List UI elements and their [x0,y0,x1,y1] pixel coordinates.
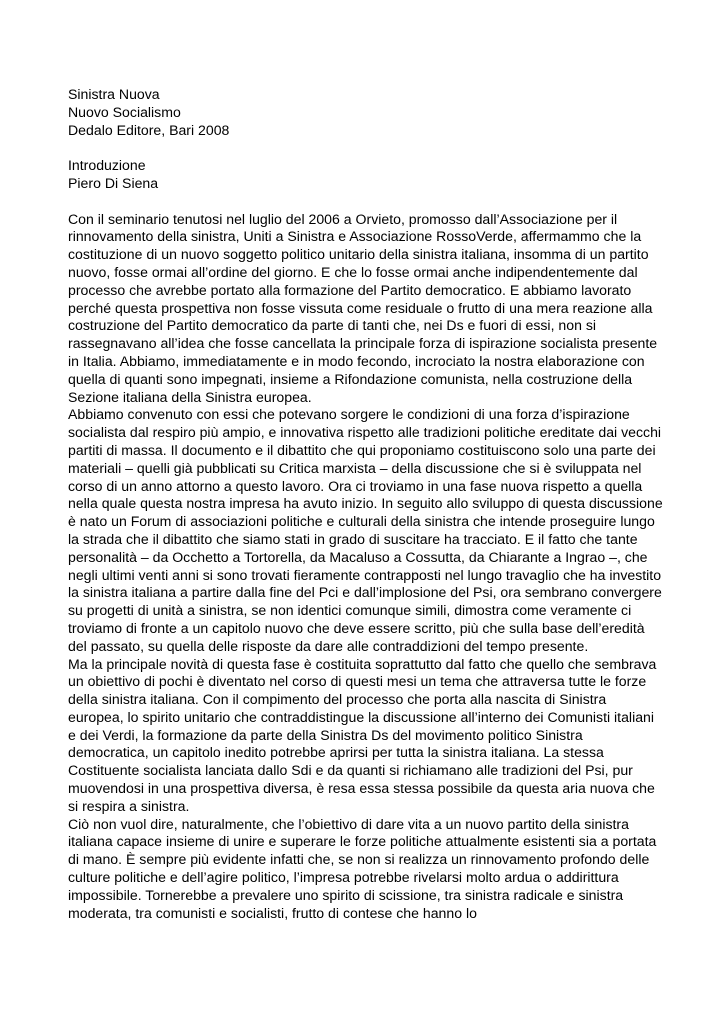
body-paragraph: Ciò non vuol dire, naturalmente, che l’obiettivo di dare vita a un nuovo partito della sinistra italiana capace insieme di unire e superare le forze politiche attualmente esistenti sia a portata di mano. È sempre più evidente infatti che, se non si realizza un rinnovamento profondo delle culture politiche e dell’agire politico, l’impresa potrebbe rivelarsi molto ardua o addirittura impossibile. Tornerebbe a prevalere uno spirito di scissione, tra sinistra radicale e sinistra moderata, tra comunisti e socialisti, frutto di contese che hanno lo [68,815,657,921]
document-page [68,86,664,922]
body-paragraph: Con il seminario tenutosi nel luglio del 2006 a Orvieto, promosso dall’Associazione per il rinnovamento della sinistra, Uniti a Sinistra e Associazione RossoVerde, affermammo che la costituzione di un nuovo soggetto politico unitario della sinistra italiana, insomma di un partito nuovo, fosse ormai all’ordine del giorno. E che lo fosse ormai anche indipendentemente dal processo che avrebbe portato alla formazione del Partito democratico. E abbiamo lavorato perché questa prospettiva non fosse vissuta come residuale o frutto di una mera reazione alla costruzione del Partito democratico da parte di tanti che, nei Ds e fuori di essi, non si rassegnavano all’idea che fosse cancellata la principale forza di ispirazione socialista presente in Italia. Abbiamo, immediatamente e in modo fecondo, incrociato la nostra elaborazione con quella di quanti sono impegnati, insieme a Rifondazione comunista, nella costruzione della Sezione italiana della Sinistra europea. [68,210,658,405]
body-paragraph: Abbiamo convenuto con essi che potevano sorgere le condizioni di una forza d’ispirazione socialista dal respiro più ampio, e innovativa rispetto alle tradizioni politiche ereditate dai vecchi partiti di massa. Il documento e il dibattito che qui proponiamo costituiscono solo una parte dei materiali – quelli già pubblicati su Critica marxista – della discussione che si è sviluppata nel corso di un anno attorno a questo lavoro. Ora ci troviamo in una fase nuova rispetto a quella nella quale questa nostra impresa ha avuto inizio. In seguito allo sviluppo di questa discussione è nato un Forum di associazioni politiche e culturali della sinistra che intende proseguire lungo la strada che il dibattito che siamo stati in grado di suscitare ha tracciato. E il fatto che tante personalità – da Occhetto a Tortorella, da Macaluso a Cossutta, da Chiarante a Ingrao –, che negli ultimi venti anni si sono trovati fieramente contrapposti nel lungo travaglio che ha investito la sinistra italiana a partire dalla fine del Pci e dall’implosione del Psi, ora sembrano convergere su progetti di unità a sinistra, se non identici comunque simili, dimostra come veramente ci troviamo di fronte a un capitolo nuovo che deve essere scritto, più che sulla base dell’eredità del passato, su quella delle risposte da dare alle contraddizioni del tempo presente. [68,406,663,654]
book-title: Nuovo Socialismo [68,103,181,120]
book-publisher: Dedalo Editore, Bari 2008 [68,121,230,138]
book-series: Sinistra Nuova [68,86,160,102]
body-paragraph: Ma la principale novità di questa fase è costituita soprattutto dal fatto che quello che sembrava un obiettivo di pochi è diventato nel corso di questi mesi un tema che attraversa tutte le forze della sinistra italiana. Con il compimento del processo che porta alla nascita di Sinistra europea, lo spirito unitario che contraddistingue la discussione all’interno dei Comunisti italiani e dei Verdi, la formazione da parte della Sinistra Ds del movimento politico Sinistra democratica, un capitolo inedito potrebbe aprirsi per tutta la sinistra italiana. La stessa Costituente socialista lanciata dallo Sdi e da quanti si richiamano alle tradizioni del Psi, pur muovendosi in una prospettiva diversa, è resa essa stessa possibile da questa aria nuova che si respira a sinistra. [68,655,657,814]
section-author: Piero Di Siena [68,174,159,191]
spacer [68,139,664,157]
spacer [68,193,664,211]
section-heading: Introduzione [68,157,146,174]
